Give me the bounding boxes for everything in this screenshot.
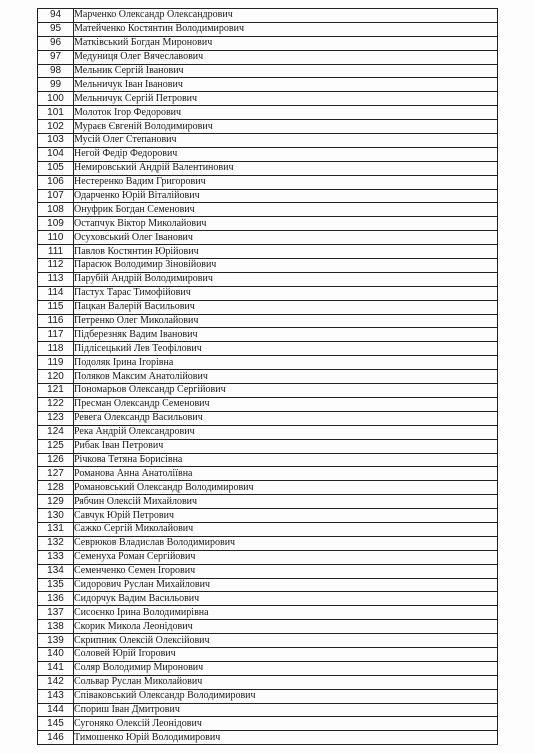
table-row — [38, 286, 498, 300]
row-number: 111 — [38, 245, 74, 259]
row-number: 99 — [38, 78, 74, 92]
person-name: Негой Федір Федорович — [74, 147, 498, 161]
row-number: 100 — [38, 92, 74, 106]
table-row — [38, 620, 498, 634]
person-name: Соляр Володимир Миронович — [74, 661, 498, 675]
person-name: Поляков Максим Анатолійович — [74, 370, 498, 384]
person-name: Романова Анна Анатоліївна — [74, 467, 498, 481]
person-name: Парасюк Володимир Зіновійович — [74, 259, 498, 273]
person-name: Марченко Олександр Олександрович — [74, 9, 498, 23]
table-row — [38, 703, 498, 717]
person-name: Рибак Іван Петрович — [74, 439, 498, 453]
table-row — [38, 147, 498, 161]
row-number: 120 — [38, 370, 74, 384]
row-number: 98 — [38, 64, 74, 78]
table-row — [38, 245, 498, 259]
person-name: Севрюков Владислав Володимирович — [74, 536, 498, 550]
person-name: Річкова Тетяна Борисівна — [74, 453, 498, 467]
row-number: 139 — [38, 634, 74, 648]
person-name: Петренко Олег Миколайович — [74, 314, 498, 328]
person-name: Мельничук Сергій Петрович — [74, 92, 498, 106]
table-row — [38, 606, 498, 620]
table-row — [38, 189, 498, 203]
table-row — [38, 78, 498, 92]
person-name: Пастух Тарас Тимофійович — [74, 286, 498, 300]
person-name: Пономарьов Олександр Сергійович — [74, 384, 498, 398]
table-row — [38, 384, 498, 398]
row-number: 132 — [38, 536, 74, 550]
person-name: Мусій Олег Степанович — [74, 134, 498, 148]
table-row — [38, 134, 498, 148]
table-row — [38, 578, 498, 592]
row-number: 127 — [38, 467, 74, 481]
table-row — [38, 509, 498, 523]
person-name: Нестеренко Вадим Григорович — [74, 175, 498, 189]
person-name: Онуфрик Богдан Семенович — [74, 203, 498, 217]
table-row — [38, 661, 498, 675]
row-number: 104 — [38, 147, 74, 161]
row-number: 128 — [38, 481, 74, 495]
row-number: 118 — [38, 342, 74, 356]
person-name: Сольвар Руслан Миколайович — [74, 675, 498, 689]
table-row — [38, 161, 498, 175]
table-row — [38, 50, 498, 64]
table-row — [38, 717, 498, 731]
table-row — [38, 731, 498, 745]
row-number: 117 — [38, 328, 74, 342]
row-number: 114 — [38, 286, 74, 300]
row-number: 133 — [38, 550, 74, 564]
person-name: Спориш Іван Дмитрович — [74, 703, 498, 717]
person-name: Одарченко Юрій Віталійович — [74, 189, 498, 203]
table-row — [38, 328, 498, 342]
person-name: Скорик Микола Леонідович — [74, 620, 498, 634]
row-number: 143 — [38, 689, 74, 703]
table-row — [38, 439, 498, 453]
row-number: 129 — [38, 495, 74, 509]
row-number: 112 — [38, 259, 74, 273]
row-number: 126 — [38, 453, 74, 467]
table-row — [38, 495, 498, 509]
deputies-table — [37, 8, 498, 745]
row-number: 145 — [38, 717, 74, 731]
person-name: Семенуха Роман Сергійович — [74, 550, 498, 564]
row-number: 115 — [38, 300, 74, 314]
row-number: 134 — [38, 564, 74, 578]
row-number: 96 — [38, 36, 74, 50]
row-number: 146 — [38, 731, 74, 745]
row-number: 106 — [38, 175, 74, 189]
table-row — [38, 564, 498, 578]
row-number: 125 — [38, 439, 74, 453]
person-name: Пацкан Валерій Васильович — [74, 300, 498, 314]
table-row — [38, 356, 498, 370]
table-row — [38, 203, 498, 217]
row-number: 101 — [38, 106, 74, 120]
person-name: Река Андрій Олександрович — [74, 425, 498, 439]
row-number: 131 — [38, 522, 74, 536]
row-number: 136 — [38, 592, 74, 606]
person-name: Медуниця Олег Вячеславович — [74, 50, 498, 64]
row-number: 97 — [38, 50, 74, 64]
row-number: 108 — [38, 203, 74, 217]
table-row — [38, 370, 498, 384]
row-number: 122 — [38, 397, 74, 411]
row-number: 142 — [38, 675, 74, 689]
row-number: 121 — [38, 384, 74, 398]
person-name: Павлов Костянтин Юрійович — [74, 245, 498, 259]
row-number: 140 — [38, 647, 74, 661]
row-number: 107 — [38, 189, 74, 203]
table-row — [38, 453, 498, 467]
table-row — [38, 231, 498, 245]
person-name: Романовський Олександр Володимирович — [74, 481, 498, 495]
person-name: Семенченко Семен Ігорович — [74, 564, 498, 578]
table-row — [38, 36, 498, 50]
table-row — [38, 272, 498, 286]
table-row — [38, 634, 498, 648]
table-row — [38, 536, 498, 550]
person-name: Осуховський Олег Іванович — [74, 231, 498, 245]
table-row — [38, 342, 498, 356]
row-number: 123 — [38, 411, 74, 425]
row-number: 94 — [38, 9, 74, 23]
table-row — [38, 675, 498, 689]
row-number: 119 — [38, 356, 74, 370]
table-row — [38, 689, 498, 703]
person-name: Матейченко Костянтин Володимирович — [74, 22, 498, 36]
row-number: 138 — [38, 620, 74, 634]
person-name: Подоляк Ірина Ігорівна — [74, 356, 498, 370]
table-row — [38, 175, 498, 189]
row-number: 109 — [38, 217, 74, 231]
table-row — [38, 481, 498, 495]
table-row — [38, 550, 498, 564]
row-number: 95 — [38, 22, 74, 36]
person-name: Матківський Богдан Миронович — [74, 36, 498, 50]
table-row — [38, 120, 498, 134]
person-name: Парубій Андрій Володимирович — [74, 272, 498, 286]
table-row — [38, 9, 498, 23]
person-name: Мураєв Євгеній Володимирович — [74, 120, 498, 134]
person-name: Підберезняк Вадим Іванович — [74, 328, 498, 342]
person-name: Немировський Андрій Валентинович — [74, 161, 498, 175]
row-number: 105 — [38, 161, 74, 175]
row-number: 135 — [38, 578, 74, 592]
table-row — [38, 92, 498, 106]
table-row — [38, 314, 498, 328]
person-name: Сугоняко Олексій Леонідович — [74, 717, 498, 731]
person-name: Сисоєнко Ірина Володимирівна — [74, 606, 498, 620]
table-row — [38, 64, 498, 78]
person-name: Тимошенко Юрій Володимирович — [74, 731, 498, 745]
row-number: 130 — [38, 509, 74, 523]
person-name: Сидорович Руслан Михайлович — [74, 578, 498, 592]
person-name: Остапчук Віктор Миколайович — [74, 217, 498, 231]
row-number: 124 — [38, 425, 74, 439]
table-row — [38, 592, 498, 606]
row-number: 144 — [38, 703, 74, 717]
table-row — [38, 397, 498, 411]
table-row — [38, 425, 498, 439]
person-name: Сидорчук Вадим Васильович — [74, 592, 498, 606]
table-row — [38, 467, 498, 481]
table-row — [38, 647, 498, 661]
person-name: Скрипник Олексій Олексійович — [74, 634, 498, 648]
table-row — [38, 106, 498, 120]
person-name: Мельник Сергій Іванович — [74, 64, 498, 78]
row-number: 110 — [38, 231, 74, 245]
table-row — [38, 217, 498, 231]
person-name: Сажко Сергій Миколайович — [74, 522, 498, 536]
row-number: 102 — [38, 120, 74, 134]
person-name: Підлісецький Лев Теофілович — [74, 342, 498, 356]
person-name: Рябчин Олексій Михайлович — [74, 495, 498, 509]
row-number: 103 — [38, 134, 74, 148]
table-body — [38, 9, 498, 745]
person-name: Савчук Юрій Петрович — [74, 509, 498, 523]
row-number: 116 — [38, 314, 74, 328]
person-name: Пресман Олександр Семенович — [74, 397, 498, 411]
person-name: Молоток Ігор Федорович — [74, 106, 498, 120]
table-row — [38, 259, 498, 273]
row-number: 137 — [38, 606, 74, 620]
person-name: Соловей Юрій Ігорович — [74, 647, 498, 661]
table-row — [38, 22, 498, 36]
row-number: 113 — [38, 272, 74, 286]
person-name: Ревега Олександр Васильович — [74, 411, 498, 425]
person-name: Мельничук Іван Іванович — [74, 78, 498, 92]
table-row — [38, 522, 498, 536]
person-name: Співаковський Олександр Володимирович — [74, 689, 498, 703]
table-row — [38, 300, 498, 314]
row-number: 141 — [38, 661, 74, 675]
table-row — [38, 411, 498, 425]
